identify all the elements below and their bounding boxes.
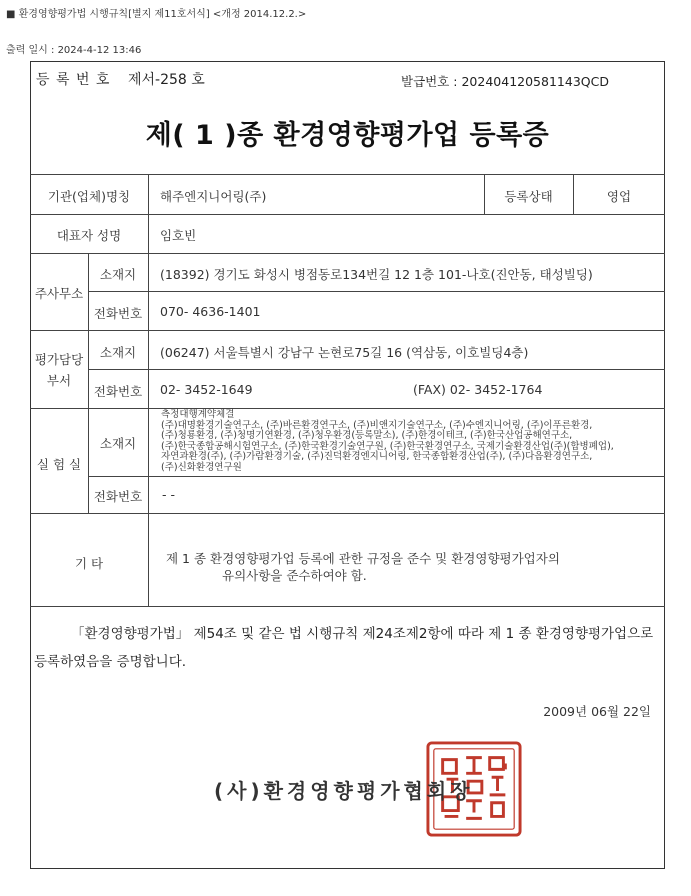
- hq-phone-label: 전화번호: [93, 306, 143, 321]
- hq-addr-label: 소재지: [99, 267, 137, 282]
- lab-line: (주)한국종합공해시험연구소, (주)한국환경기술연구원, (주)한국환경연구소, 국제기술환경산업(주)(합병폐업),: [161, 440, 614, 452]
- print-datetime: [6, 41, 141, 56]
- grid-line: [148, 174, 149, 606]
- print-value: 2024-4-12 13:46: [57, 45, 142, 56]
- eval-addr-value: (06247) 서울특별시 강남구 논현로75길 16 (역삼동, 이호빌딩4층): [160, 345, 529, 360]
- etc-label: 기 타: [74, 556, 104, 571]
- hq-addr-value: (18392) 경기도 화성시 병점동로134번길 12 1층 101-나호(진안동, 태성빌딩): [160, 267, 593, 282]
- signer-name: (사)환경영향평가협회장: [214, 779, 474, 803]
- cert-line-2: 등록하였음을 증명합니다.: [34, 654, 187, 670]
- law-reference: ■ 환경영향평가법 시행규칙[별지 제11호서식] <개정 2014.12.2.>: [6, 9, 307, 20]
- eval-label-1: 평가담당: [34, 352, 84, 367]
- eval-addr-label: 소재지: [99, 345, 137, 360]
- grid-line: [30, 606, 665, 607]
- lab-line: 자연과환경(주), (주)가람환경기술, (주)진덕환경엔지니어링, 한국종합환경산업(주), (주)다음환경연구소,: [161, 451, 593, 462]
- grid-line: [30, 253, 665, 254]
- lab-addr-value: [161, 410, 614, 473]
- issue-value: 202404120581143QCD: [461, 74, 609, 89]
- eval-fax-value: (FAX) 02- 3452-1764: [413, 382, 543, 397]
- issue-date: 2009년 06월 22일: [543, 704, 651, 719]
- hq-label: 주사무소: [34, 286, 84, 301]
- etc-line-1: 제 1 종 환경영향평가업 등록에 관한 규정을 준수 및 환경영향평가업자의: [166, 551, 560, 566]
- rep-label: 대표자 성명: [56, 228, 122, 243]
- reg-no-label: 등 록 번 호: [36, 72, 111, 88]
- issue-number: [401, 72, 609, 90]
- rep-value: 임호빈: [160, 228, 197, 243]
- lab-phone-label: 전화번호: [93, 489, 143, 504]
- lab-line: (주)청룡환경, (주)청명기연환경, (주)청우환경(등록말소), (주)한경이테크, (주)한국산업공해연구소,: [161, 430, 573, 441]
- grid-line: [30, 214, 665, 215]
- status-value: 영업: [606, 189, 632, 204]
- grid-line: [88, 476, 665, 477]
- status-label: 등록상태: [504, 189, 553, 204]
- print-label: 출력 일시 :: [6, 45, 55, 56]
- org-name-label: 기관(업체)명칭: [47, 189, 131, 204]
- eval-label-2: 부서: [46, 373, 72, 388]
- grid-line: [30, 408, 665, 409]
- grid-line: [30, 513, 665, 514]
- lab-phone-value: - -: [162, 487, 175, 502]
- issue-label: 발급번호 :: [401, 74, 458, 89]
- grid-line: [30, 174, 665, 175]
- cert-line-1: 「환경영향평가법」 제54조 및 같은 법 시행규칙 제24조제2항에 따라 제 1 종 환경영향평가업으로: [71, 626, 654, 642]
- grid-line: [88, 369, 665, 370]
- lab-label: 실 험 실: [36, 457, 82, 472]
- eval-phone-value: 02- 3452-1649: [160, 382, 253, 397]
- reg-no-value: 제서-258 호: [128, 72, 205, 88]
- lab-line: (주)대명환경기술연구소, (주)바른환경연구소, (주)비앤지기술연구소, (주)수엔지니어링, (주)이푸른환경,: [161, 419, 593, 431]
- page-title: 제( 1 )종 환경영향평가업 등록증: [145, 120, 550, 151]
- lab-addr-label: 소재지: [99, 436, 137, 451]
- grid-line: [88, 291, 665, 292]
- lab-line: (주)신화환경연구원: [161, 461, 242, 473]
- org-name-value: 해주엔지니어링(주): [160, 189, 267, 204]
- eval-phone-label: 전화번호: [93, 384, 143, 399]
- lab-line: 측정대행계약체결: [161, 409, 235, 420]
- hq-phone-value: 070- 4636-1401: [160, 304, 261, 319]
- etc-line-2: 유의사항을 준수하여야 함.: [222, 568, 367, 583]
- grid-line: [30, 330, 665, 331]
